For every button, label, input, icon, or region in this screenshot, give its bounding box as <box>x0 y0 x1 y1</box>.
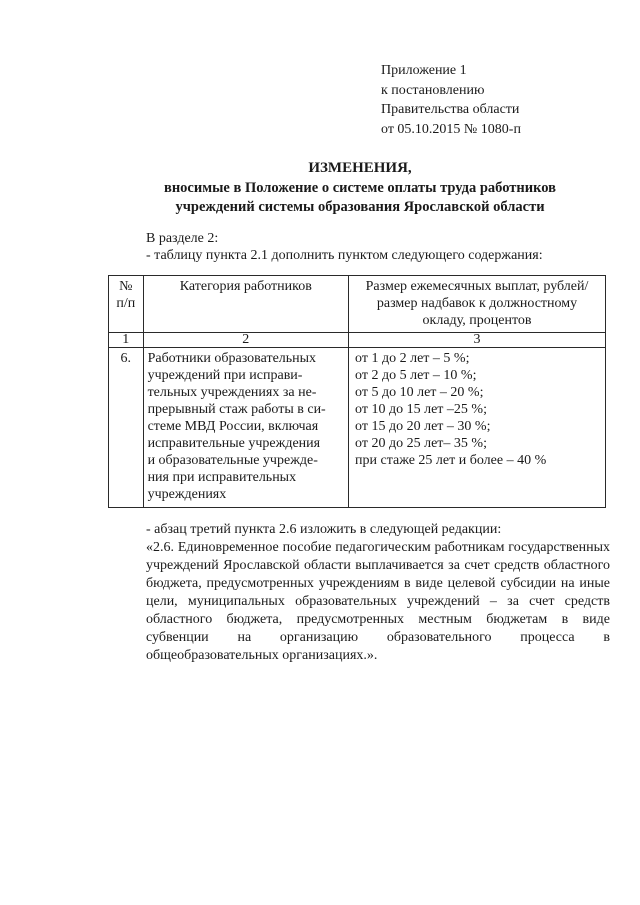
header-payments-cell <box>349 276 606 333</box>
row-category-cell <box>143 348 348 508</box>
approval-line-3: Правительства области <box>381 102 520 117</box>
category-line: исправительные учреждения <box>147 436 321 451</box>
approval-block <box>381 61 521 139</box>
header-number-cell <box>109 276 144 333</box>
paragraph-quote: «2.6. Единовременное пособие педагогическим работникам государственных учреждений Ярославской области выплачивается за счет средств областного бюджета, предусмотренных учреждениям в виде целевой субсидии на иные цели, муниципальных образовательных учреждений – за счет средств областного бюджета, предусмотренных местным бюджетам в виде субвенции на организацию образовательного процесса в общеобразовательных организациях.». <box>146 540 610 663</box>
payment-line: от 20 до 25 лет– 35 %; <box>355 436 487 451</box>
paragraph-instruction: - абзац третий пункта 2.6 изложить в следующей редакции: <box>146 522 502 537</box>
payment-line: от 2 до 5 лет – 10 %; <box>355 368 477 383</box>
header-category-line: Категория работников <box>179 279 312 294</box>
category-line: тельных учреждениях за не- <box>147 385 317 400</box>
column-number-row <box>109 333 606 348</box>
amendment-table <box>108 275 606 508</box>
table-header-row <box>109 276 606 333</box>
header-number-line: п/п <box>116 296 136 311</box>
payment-line: от 10 до 15 лет –25 %; <box>355 402 487 417</box>
category-line: Работники образовательных <box>147 351 317 366</box>
title-line-3: учреждений системы образования Ярославской области <box>175 199 545 215</box>
header-category-cell <box>143 276 348 333</box>
payment-line: от 1 до 2 лет – 5 %; <box>355 351 470 366</box>
payment-line: от 15 до 20 лет – 30 %; <box>355 419 491 434</box>
header-payments-line: Размер ежемесячных выплат, рублей/ <box>365 279 589 294</box>
column-number-cell: 3 <box>349 333 606 348</box>
approval-line-1: Приложение 1 <box>381 63 467 78</box>
title-line-2: вносимые в Положение о системе оплаты труда работников <box>164 179 556 196</box>
approval-line-2: к постановлению <box>381 82 485 98</box>
payment-line: от 5 до 10 лет – 20 %; <box>355 385 484 400</box>
category-line: учреждений при исправи- <box>147 368 303 383</box>
title-line-1: ИЗМЕНЕНИЯ, <box>308 160 412 176</box>
category-line: ния при исправительных <box>147 470 297 485</box>
document-title <box>60 159 640 218</box>
column-number-cell: 2 <box>143 333 348 348</box>
header-payments-line: окладу, процентов <box>422 313 532 328</box>
category-line: стеме МВД России, включая <box>147 419 319 434</box>
category-line: учреждениях <box>147 487 227 502</box>
table-row <box>109 348 606 508</box>
approval-line-4: от 05.10.2015 № 1080-п <box>381 121 521 137</box>
row-number-cell: 6. <box>109 348 144 508</box>
category-line: и образовательные учрежде- <box>147 453 318 468</box>
header-payments-line: размер надбавок к должностному <box>376 296 578 311</box>
body-text <box>108 521 610 665</box>
row-payments-cell <box>349 348 606 508</box>
table-instruction: - таблицу пункта 2.1 дополнить пунктом следующего содержания: <box>146 248 543 263</box>
payment-line: при стаже 25 лет и более – 40 % <box>355 453 547 468</box>
section-heading: В разделе 2: <box>146 231 219 246</box>
header-number-line: № <box>119 279 133 294</box>
category-line: прерывный стаж работы в си- <box>147 402 326 417</box>
intro-block <box>146 230 543 264</box>
column-number-cell: 1 <box>109 333 144 348</box>
